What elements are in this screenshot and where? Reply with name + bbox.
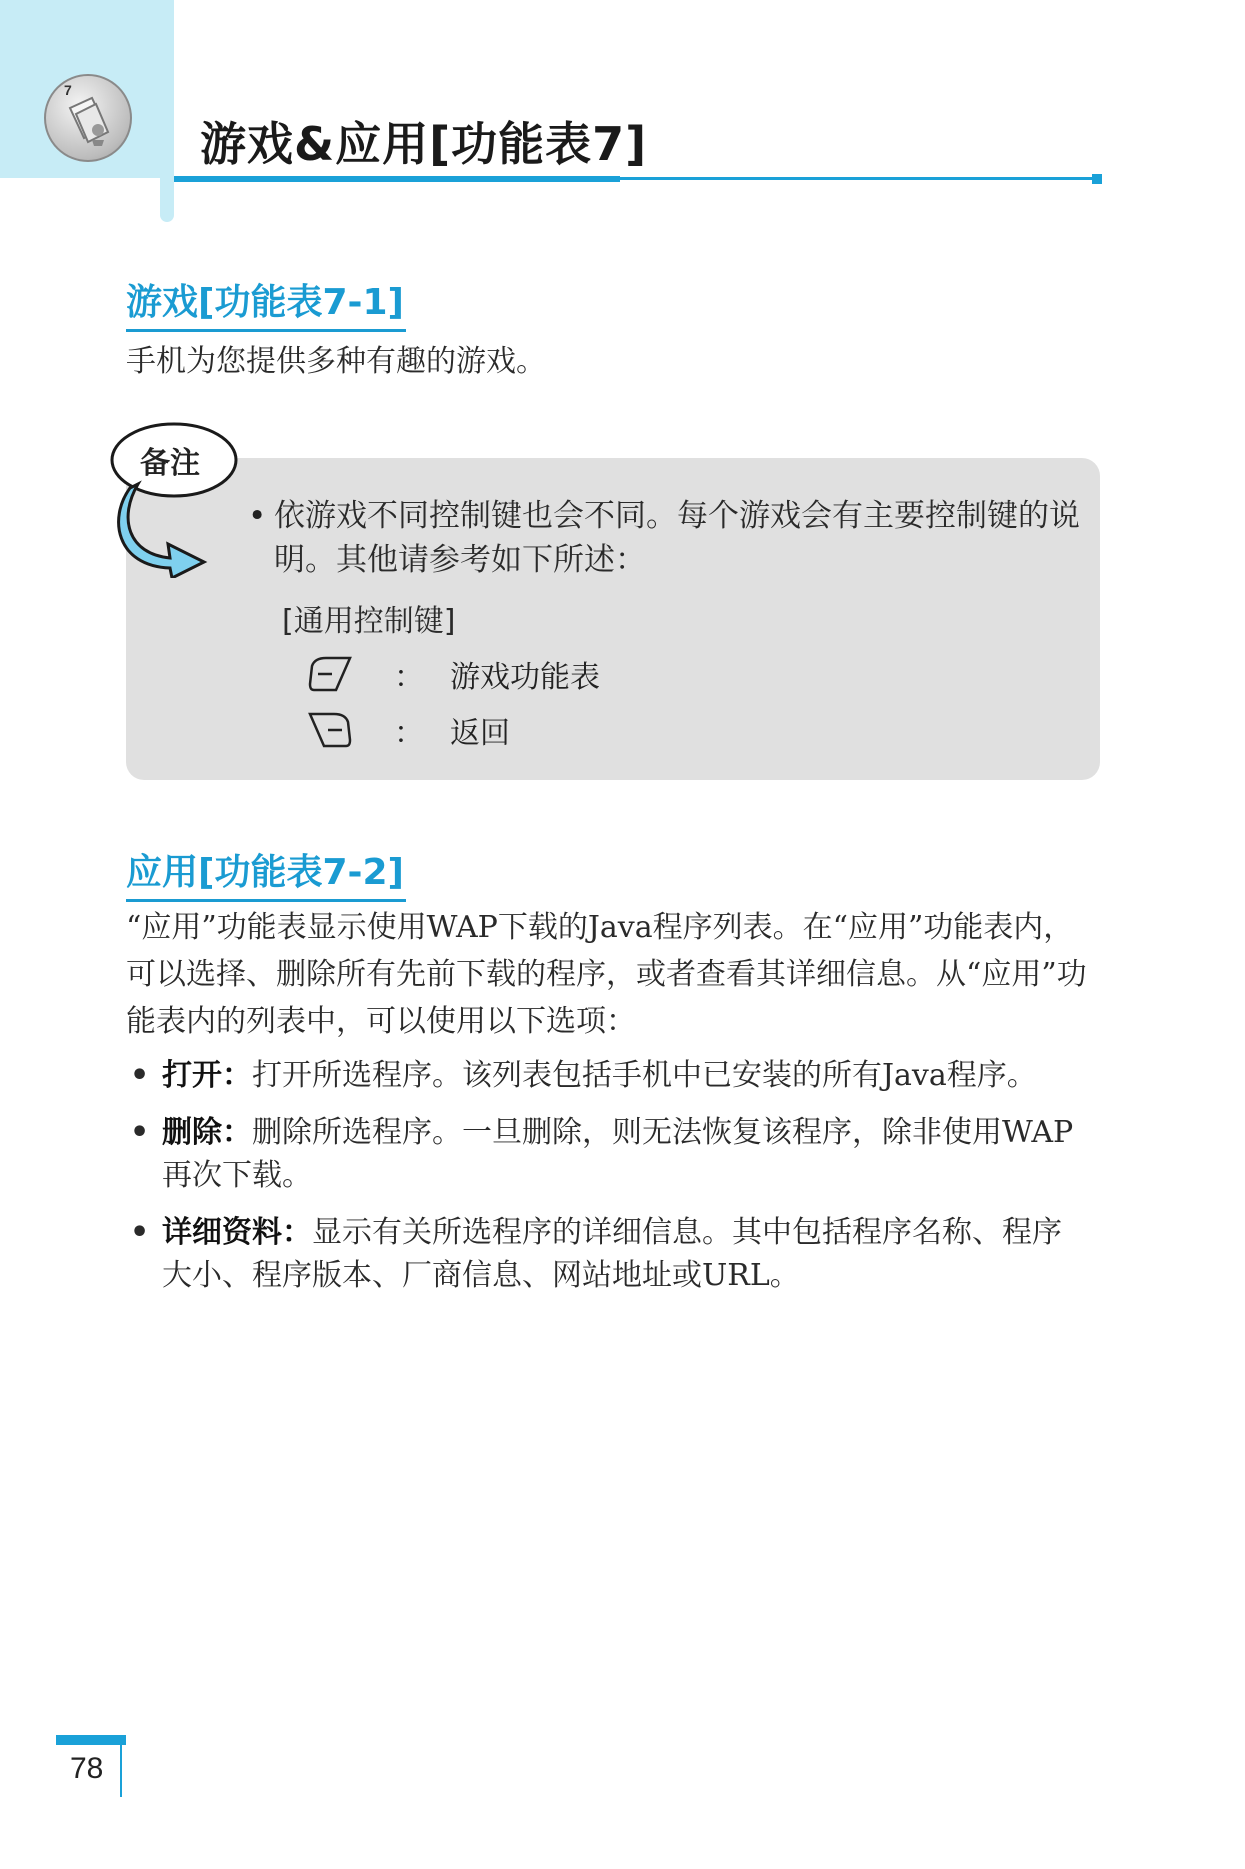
option-desc: 显示有关所选程序的详细信息。其中包括程序名称、程序大小、程序版本、厂商信息、网站地址或URL。 [162,1215,1062,1293]
bullet: • [130,1215,150,1250]
option-term: 详细资料： [162,1215,312,1250]
section-heading-apps: 应用[功能表7-2] [126,844,406,902]
note-item [250,494,1080,582]
game-cards-icon [62,90,118,150]
option-item-delete [126,1111,1086,1197]
key-row-left-soft [306,652,600,696]
chapter-number: 7 [64,82,72,98]
note-bullet: • [248,498,267,534]
note-subheading: [通用控制键] [282,604,456,639]
left-soft-key-icon [306,654,354,694]
option-list [126,1054,1086,1311]
games-intro: 手机为您提供多种有趣的游戏。 [126,344,546,379]
note-badge-label: 备注 [140,446,200,481]
chapter-tab-stripe [160,0,174,222]
title-underline-end [1092,174,1102,184]
title-underline-thin [620,177,1098,180]
bullet: • [130,1058,150,1093]
section-heading-games: 游戏[功能表7-1] [126,274,406,332]
option-desc: 打开所选程序。该列表包括手机中已安装的所有Java程序。 [252,1058,1037,1093]
key-label-game-menu: 游戏功能表 [450,660,600,695]
page-title: 游戏&应用[功能表7] [200,117,648,171]
page-number: 78 [70,1752,104,1785]
apps-intro: “应用”功能表显示使用WAP下载的Java程序列表。在“应用”功能表内，可以选择、删除所有先前下载的程序，或者查看其详细信息。从“应用”功能表内的列表中，可以使用以下选项： [126,910,1087,1039]
option-term: 打开： [162,1058,252,1093]
key-label-back: 返回 [450,716,510,751]
option-item-open [126,1054,1086,1097]
footer-bar [56,1735,126,1745]
key-row-right-soft [306,708,510,752]
right-soft-key-icon [306,710,354,750]
bullet: • [130,1115,150,1150]
footer-divider [120,1745,122,1797]
chapter-badge [44,74,132,162]
key-colon: ： [394,660,424,695]
option-desc: 删除所选程序。一旦删除，则无法恢复该程序，除非使用WAP再次下载。 [162,1115,1074,1193]
option-term: 删除： [162,1115,252,1150]
note-item-text: 依游戏不同控制键也会不同。每个游戏会有主要控制键的说明。其他请参考如下所述： [274,498,1080,578]
title-underline [174,176,620,182]
key-colon: ： [394,716,424,751]
option-item-details [126,1211,1086,1297]
